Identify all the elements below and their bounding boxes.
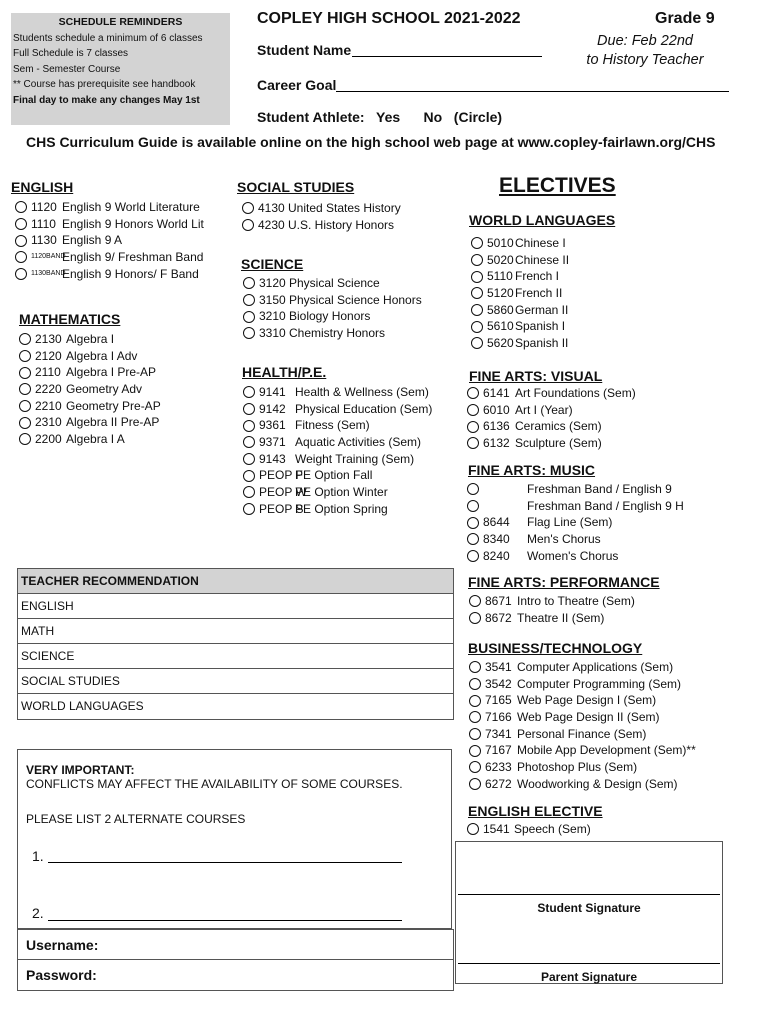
- course-name: Weight Training (Sem): [295, 451, 415, 466]
- health-pe-courses: [243, 384, 432, 518]
- course-name: Aquatic Activities (Sem): [295, 435, 422, 450]
- course-name: English 9 A: [62, 233, 123, 248]
- parent-signature-line[interactable]: [458, 963, 720, 964]
- alternate-2-number: 2.: [32, 905, 44, 921]
- fine-arts-music-section-title: FINE ARTS: MUSIC: [468, 462, 596, 478]
- course-code: 6010: [483, 402, 510, 417]
- course-option[interactable]: [469, 726, 696, 743]
- student-name-label: Student Name: [257, 42, 352, 58]
- course-code: 6136: [483, 419, 510, 434]
- course-code: 6141: [483, 386, 510, 400]
- course-name: Computer Programming (Sem): [517, 676, 682, 691]
- science-section-title: SCIENCE: [241, 256, 304, 272]
- course-radio-icon[interactable]: [467, 404, 479, 416]
- alternate-2-field[interactable]: [48, 904, 402, 921]
- english-elective-section-title: ENGLISH ELECTIVE: [468, 803, 603, 819]
- course-radio-icon[interactable]: [469, 711, 481, 723]
- course-option[interactable]: [467, 402, 636, 419]
- english-section-title: ENGLISH: [11, 179, 74, 195]
- course-radio-icon[interactable]: [19, 383, 31, 395]
- course-radio-icon[interactable]: [243, 453, 255, 465]
- course-code: 4230: [258, 217, 285, 232]
- course-option[interactable]: [19, 398, 161, 415]
- course-radio-icon[interactable]: [243, 277, 255, 289]
- due-to: to History Teacher: [586, 52, 704, 68]
- course-option[interactable]: [243, 292, 422, 309]
- course-option[interactable]: [243, 308, 422, 325]
- teacher-row-science[interactable]: SCIENCE: [18, 644, 453, 669]
- course-option[interactable]: [471, 268, 569, 285]
- course-name: Algebra I A: [66, 432, 125, 447]
- course-name: Chemistry Honors: [289, 326, 386, 341]
- reminder-line: Students schedule a minimum of 6 classes: [13, 32, 203, 44]
- course-option[interactable]: [471, 252, 569, 269]
- course-option[interactable]: [15, 266, 204, 283]
- course-option[interactable]: [469, 776, 696, 793]
- course-name: English 9 World Literature: [62, 200, 200, 214]
- course-option[interactable]: [471, 235, 569, 252]
- course-name: Ceramics (Sem): [515, 419, 602, 434]
- course-code: 8672: [485, 610, 512, 625]
- course-radio-icon[interactable]: [19, 350, 31, 362]
- course-code: 8644: [483, 515, 510, 530]
- course-option[interactable]: [243, 501, 432, 518]
- course-code: 3120: [259, 276, 286, 290]
- course-code: 9141: [259, 385, 286, 399]
- course-option[interactable]: [15, 199, 204, 216]
- fine-arts-visual-section-title: FINE ARTS: VISUAL: [469, 368, 603, 384]
- course-name: PE Option Winter: [295, 485, 388, 500]
- course-name: Intro to Theatre (Sem): [517, 594, 635, 608]
- math-section-title: MATHEMATICS: [19, 311, 121, 327]
- course-name: PE Option Fall: [295, 468, 373, 483]
- course-radio-icon[interactable]: [469, 695, 481, 707]
- course-code: 6272: [485, 776, 512, 791]
- reminder-line: Sem - Semester Course: [13, 63, 121, 75]
- course-code: 3542: [485, 676, 512, 691]
- teacher-row-social-studies[interactable]: SOCIAL STUDIES: [18, 669, 453, 694]
- course-radio-icon[interactable]: [467, 483, 479, 495]
- course-code: 5610: [487, 319, 514, 334]
- course-name: Physical Education (Sem): [295, 401, 433, 416]
- course-option[interactable]: [243, 417, 432, 434]
- course-radio-icon[interactable]: [471, 254, 483, 266]
- course-option[interactable]: [242, 217, 401, 234]
- login-box: [17, 929, 454, 991]
- student-name-field[interactable]: [352, 40, 542, 57]
- course-radio-icon[interactable]: [242, 219, 254, 231]
- course-code: 9142: [259, 401, 286, 416]
- course-option[interactable]: [243, 484, 432, 501]
- course-radio-icon[interactable]: [15, 235, 27, 247]
- career-goal-field[interactable]: [336, 76, 729, 92]
- course-radio-icon[interactable]: [469, 678, 481, 690]
- health-pe-section-title: HEALTH/P.E.: [242, 364, 327, 380]
- alternates-instruction: PLEASE LIST 2 ALTERNATE COURSES: [26, 812, 246, 826]
- math-courses: [19, 331, 161, 448]
- course-name: PE Option Spring: [295, 501, 388, 516]
- business-technology-courses: [469, 659, 696, 793]
- course-name: Speech (Sem): [514, 822, 591, 836]
- course-code: 2220: [35, 382, 62, 397]
- course-name: French I: [515, 269, 560, 284]
- course-code: 8340: [483, 532, 510, 547]
- course-code: PEOP W: [259, 485, 307, 500]
- course-option[interactable]: [19, 364, 161, 381]
- electives-title: ELECTIVES: [499, 174, 616, 197]
- reminder-line: Full Schedule is 7 classes: [13, 48, 129, 59]
- course-option[interactable]: [469, 676, 696, 693]
- course-radio-icon[interactable]: [19, 433, 31, 445]
- course-name: Art Foundations (Sem): [515, 386, 636, 400]
- course-name: Web Page Design II (Sem): [517, 710, 660, 725]
- course-code: 7166: [485, 710, 512, 725]
- course-name: Woodworking & Design (Sem): [517, 776, 678, 791]
- course-code: 2130: [35, 332, 62, 346]
- reminder-final: Final day to make any changes May 1st: [13, 94, 200, 106]
- course-code: 1130: [31, 233, 57, 248]
- password-field[interactable]: Password:: [26, 967, 97, 983]
- course-code: 4130: [258, 201, 285, 215]
- course-code: 9143: [259, 451, 286, 466]
- course-radio-icon[interactable]: [467, 387, 479, 399]
- course-code: 7341: [485, 726, 512, 741]
- course-option[interactable]: [243, 325, 422, 342]
- course-option[interactable]: [243, 275, 422, 292]
- course-name: Sculpture (Sem): [515, 436, 602, 451]
- course-option[interactable]: [467, 481, 684, 498]
- world-languages-section-title: WORLD LANGUAGES: [469, 212, 616, 228]
- course-radio-icon[interactable]: [469, 595, 481, 607]
- teacher-row-world-languages[interactable]: WORLD LANGUAGES: [21, 699, 144, 713]
- course-radio-icon[interactable]: [243, 311, 255, 323]
- course-code: 5860: [487, 302, 514, 317]
- course-option[interactable]: [19, 331, 161, 348]
- english-elective-courses: [467, 821, 591, 838]
- course-name: Biology Honors: [289, 309, 371, 324]
- course-code: PEOP F: [259, 468, 303, 483]
- course-option[interactable]: [469, 709, 696, 726]
- course-radio-icon[interactable]: [471, 304, 483, 316]
- important-title: VERY IMPORTANT:: [26, 763, 135, 777]
- course-option[interactable]: [15, 216, 204, 233]
- course-name: Algebra I Pre-AP: [66, 365, 157, 380]
- course-name: Art I (Year): [515, 402, 573, 417]
- course-radio-icon[interactable]: [243, 436, 255, 448]
- course-radio-icon[interactable]: [15, 268, 27, 280]
- course-radio-icon[interactable]: [242, 202, 254, 214]
- course-name: English 9/ Freshman Band: [62, 250, 204, 265]
- career-goal-label: Career Goal: [257, 77, 337, 93]
- course-code: 9371: [259, 435, 286, 450]
- course-code: 7165: [485, 693, 512, 708]
- course-code: 2200: [35, 432, 62, 447]
- course-radio-icon[interactable]: [243, 386, 255, 398]
- course-option[interactable]: [469, 759, 696, 776]
- course-name: Chinese II: [515, 252, 570, 267]
- course-name: Freshman Band / English 9: [527, 482, 672, 496]
- course-name: Fitness (Sem): [295, 418, 370, 433]
- course-option[interactable]: [469, 692, 696, 709]
- course-name: Algebra II Pre-AP: [66, 415, 160, 430]
- course-option[interactable]: [19, 348, 161, 365]
- course-code: 3310: [259, 326, 286, 341]
- english-courses: [15, 199, 204, 282]
- course-name: Mobile App Development (Sem)**: [517, 743, 696, 758]
- course-radio-icon[interactable]: [467, 533, 479, 545]
- course-option[interactable]: [467, 548, 684, 565]
- course-radio-icon[interactable]: [467, 550, 479, 562]
- course-name: United States History: [288, 201, 401, 215]
- teacher-row-english[interactable]: ENGLISH: [18, 594, 453, 619]
- course-radio-icon[interactable]: [243, 327, 255, 339]
- course-radio-icon[interactable]: [469, 778, 481, 790]
- course-name: French II: [515, 286, 563, 301]
- course-name: Freshman Band / English 9 H: [527, 498, 684, 513]
- course-option[interactable]: [243, 467, 432, 484]
- course-radio-icon[interactable]: [243, 503, 255, 515]
- course-option[interactable]: [19, 381, 161, 398]
- course-radio-icon[interactable]: [15, 218, 27, 230]
- social-studies-courses: [242, 200, 401, 233]
- course-name: Algebra I Adv: [66, 348, 138, 363]
- course-radio-icon[interactable]: [471, 237, 483, 249]
- course-name: Spanish I: [515, 319, 566, 334]
- course-code: 5020: [487, 252, 514, 267]
- course-code: 1130BAND: [31, 269, 66, 277]
- course-option[interactable]: [19, 431, 161, 448]
- course-radio-icon[interactable]: [471, 287, 483, 299]
- course-name: Computer Applications (Sem): [517, 660, 674, 674]
- curriculum-guide-note: CHS Curriculum Guide is available online on the high school web page at www.copley-fairlawn.org/CHS: [26, 134, 716, 150]
- course-radio-icon[interactable]: [15, 251, 27, 263]
- course-radio-icon[interactable]: [469, 745, 481, 757]
- course-name: Personal Finance (Sem): [517, 726, 647, 741]
- course-name: Health & Wellness (Sem): [295, 385, 429, 399]
- course-name: U.S. History Honors: [288, 217, 395, 232]
- course-option[interactable]: [467, 531, 684, 548]
- course-name: English 9 Honors World Lit: [62, 216, 204, 231]
- course-code: 1120: [31, 200, 57, 214]
- course-name: Physical Science: [289, 276, 380, 290]
- course-option[interactable]: [471, 302, 569, 319]
- teacher-recommendation-title: TEACHER RECOMMENDATION: [18, 569, 453, 594]
- schedule-reminders: [11, 13, 230, 125]
- course-option[interactable]: [243, 384, 432, 401]
- course-code: 5620: [487, 336, 514, 351]
- course-radio-icon[interactable]: [467, 437, 479, 449]
- course-radio-icon[interactable]: [471, 271, 483, 283]
- course-option[interactable]: [467, 435, 636, 452]
- course-code: 8671: [485, 594, 512, 608]
- course-code: 2110: [35, 365, 61, 380]
- course-radio-icon[interactable]: [15, 201, 27, 213]
- course-code: 9361: [259, 418, 286, 433]
- world-languages-courses: [471, 235, 569, 352]
- course-code: 6132: [483, 436, 510, 451]
- alternate-1-number: 1.: [32, 848, 44, 864]
- course-name: Photoshop Plus (Sem): [517, 760, 638, 775]
- fine-arts-performance-section-title: FINE ARTS: PERFORMANCE: [468, 574, 660, 590]
- science-courses: [243, 275, 422, 342]
- course-radio-icon[interactable]: [243, 294, 255, 306]
- course-radio-icon[interactable]: [243, 486, 255, 498]
- parent-signature-label: Parent Signature: [540, 970, 638, 984]
- course-option[interactable]: [469, 659, 696, 676]
- fine-arts-performance-courses: [469, 593, 635, 626]
- important-conflicts: CONFLICTS MAY AFFECT THE AVAILABILITY OF SOME COURSES.: [26, 777, 403, 791]
- course-name: Women's Chorus: [527, 548, 619, 563]
- course-radio-icon[interactable]: [243, 403, 255, 415]
- course-radio-icon[interactable]: [243, 470, 255, 482]
- course-name: Spanish II: [515, 336, 569, 351]
- course-code: 2310: [35, 415, 62, 430]
- student-athlete[interactable]: Student Athlete: Yes No (Circle): [257, 109, 503, 125]
- course-option[interactable]: [243, 434, 432, 451]
- course-option[interactable]: [471, 335, 569, 352]
- course-radio-icon[interactable]: [19, 333, 31, 345]
- course-code: 1110: [31, 216, 56, 231]
- course-code: 1120BAND: [31, 253, 66, 261]
- course-option[interactable]: [242, 200, 401, 217]
- course-name: German II: [515, 302, 569, 317]
- course-code: 5110: [487, 269, 513, 284]
- fine-arts-music-courses: [467, 481, 684, 564]
- course-code: 2120: [35, 348, 62, 363]
- username-field[interactable]: Username:: [18, 930, 453, 960]
- course-option[interactable]: [467, 514, 684, 531]
- course-code: 8240: [483, 548, 510, 563]
- social-studies-section-title: SOCIAL STUDIES: [237, 179, 355, 195]
- student-signature-line[interactable]: [458, 894, 720, 895]
- course-name: Geometry Adv: [66, 382, 143, 397]
- course-option[interactable]: [471, 285, 569, 302]
- course-name: Flag Line (Sem): [527, 515, 613, 530]
- course-code: 3150: [259, 292, 286, 307]
- course-option[interactable]: [467, 385, 636, 402]
- course-name: Physical Science Honors: [289, 292, 422, 307]
- course-option[interactable]: [243, 401, 432, 418]
- course-name: Web Page Design I (Sem): [517, 693, 657, 708]
- course-radio-icon[interactable]: [471, 321, 483, 333]
- course-name: English 9 Honors/ F Band: [62, 266, 199, 281]
- course-option[interactable]: [15, 249, 204, 266]
- school-title: COPLEY HIGH SCHOOL 2021-2022: [257, 10, 521, 27]
- fine-arts-visual-courses: [467, 385, 636, 452]
- teacher-row-math[interactable]: MATH: [18, 619, 453, 644]
- course-radio-icon[interactable]: [469, 761, 481, 773]
- course-code: 6233: [485, 760, 512, 775]
- course-radio-icon[interactable]: [467, 500, 479, 512]
- course-code: 2210: [35, 398, 62, 413]
- course-code: 7167: [485, 743, 512, 758]
- course-code: PEOP S: [259, 501, 304, 516]
- reminder-line: ** Course has prerequisite see handbook: [13, 79, 196, 90]
- course-option[interactable]: [467, 418, 636, 435]
- course-code: 3541: [485, 660, 512, 674]
- teacher-recommendation-table: [17, 568, 454, 720]
- course-code: 1541: [483, 822, 510, 836]
- course-code: 5120: [487, 286, 514, 301]
- due-note: [570, 32, 720, 70]
- course-name: Algebra I: [66, 332, 115, 346]
- course-code: 5010: [487, 236, 514, 250]
- course-option[interactable]: [469, 593, 635, 610]
- course-radio-icon[interactable]: [19, 417, 31, 429]
- course-radio-icon[interactable]: [19, 367, 31, 379]
- course-name: Chinese I: [515, 236, 566, 250]
- course-radio-icon[interactable]: [467, 517, 479, 529]
- course-code: 3210: [259, 309, 286, 324]
- course-radio-icon[interactable]: [19, 400, 31, 412]
- course-option[interactable]: [469, 610, 635, 627]
- grade-label: Grade 9: [655, 10, 715, 27]
- course-name: Geometry Pre-AP: [66, 398, 161, 413]
- course-radio-icon[interactable]: [467, 823, 479, 835]
- course-option[interactable]: [15, 232, 204, 249]
- course-option[interactable]: [469, 742, 696, 759]
- course-radio-icon[interactable]: [469, 728, 481, 740]
- course-option[interactable]: [471, 318, 569, 335]
- signature-box: [455, 841, 723, 984]
- alternate-1-field[interactable]: [48, 846, 402, 863]
- business-technology-section-title: BUSINESS/TECHNOLOGY: [468, 640, 643, 656]
- course-name: Theatre II (Sem): [517, 610, 605, 625]
- due-date: Due: Feb 22nd: [597, 33, 693, 49]
- course-name: Men's Chorus: [527, 532, 601, 547]
- course-radio-icon[interactable]: [467, 421, 479, 433]
- course-radio-icon[interactable]: [469, 661, 481, 673]
- course-radio-icon[interactable]: [243, 420, 255, 432]
- course-radio-icon[interactable]: [471, 337, 483, 349]
- reminders-title: SCHEDULE REMINDERS: [58, 16, 183, 28]
- course-option[interactable]: [467, 498, 684, 515]
- course-option[interactable]: [19, 414, 161, 431]
- course-radio-icon[interactable]: [469, 612, 481, 624]
- important-box: [17, 749, 452, 929]
- course-option[interactable]: [243, 451, 432, 468]
- student-signature-label: Student Signature: [537, 901, 641, 915]
- course-option[interactable]: [467, 821, 591, 838]
